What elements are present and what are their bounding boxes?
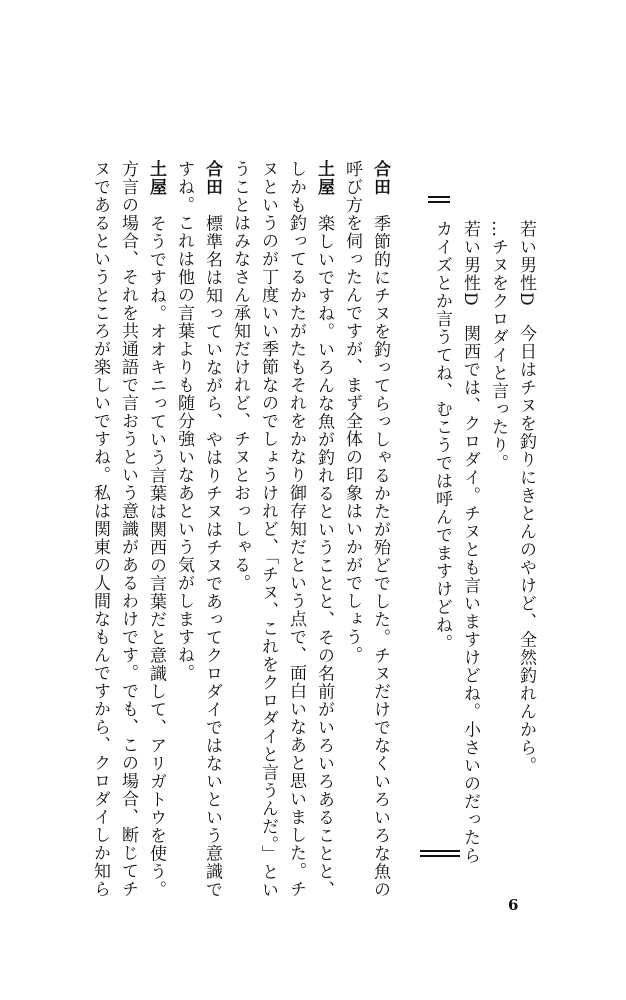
main-column-6-text: うことはみなさん承知だけれど、チヌとおっしゃる。	[230, 160, 250, 592]
main-column-2	[338, 160, 366, 664]
speaker-label: 土屋	[146, 160, 166, 196]
main-column-2-text: 呼び方を伺ったんですが、まず全体の印象はいかがでしょう。	[342, 160, 362, 664]
main-column-10	[114, 160, 142, 898]
main-column-1	[366, 160, 394, 898]
main-column-4-text: しかも釣ってるかたがたもそれをかなり御存知だという点で、面白いなあと思いました。チ	[286, 160, 306, 898]
main-column-7	[198, 160, 226, 898]
main-column-1-text: 季節的にチヌを釣ってらっしゃるかたが殆どでした。チヌだけでなくいろいろな魚の	[370, 214, 390, 899]
box-column-2	[484, 220, 512, 472]
main-column-9-text: そうですね。オオキニっていう言葉は関西の言葉だと意識して、アリガトウを使う。	[146, 214, 166, 899]
box-column-3	[456, 220, 484, 865]
box-column-2-text: …チヌをクロダイと言ったり。	[488, 220, 508, 472]
speaker-label: 合田	[370, 160, 390, 196]
box-bottom-rule	[420, 850, 460, 860]
box-column-3-text: 若い男性D 関西では、クロダイ。チヌとも言いますけどね。小さいのだったら	[460, 220, 480, 865]
main-column-8-text: すね。これは他の言葉よりも随分強いなあという気がしますね。	[174, 160, 194, 682]
main-column-3	[310, 160, 338, 898]
main-column-6	[226, 160, 254, 592]
page-number: 6	[508, 896, 519, 914]
main-column-10-text: 方言の場合、それを共通語で言おうという意識があるわけです。でも、この場合、断じてチ	[118, 160, 138, 898]
main-column-5	[254, 160, 282, 899]
box-column-1	[512, 220, 540, 775]
speaker-label: 合田	[202, 160, 222, 196]
main-column-9	[142, 160, 170, 898]
main-column-3-text: 楽しいですね。いろんな魚が釣れるということと、その名前がいろいろあることと、	[314, 214, 334, 899]
box-column-1-text: 若い男性D 今日はチヌを釣りにきとんのやけど、全然釣れんから。	[516, 220, 536, 775]
main-column-11	[86, 160, 114, 898]
main-column-7-text: 標準名は知っていながら、やはりチヌはチヌであってクロダイではないという意識で	[202, 214, 222, 899]
box-column-4	[428, 220, 456, 652]
main-column-4	[282, 160, 310, 898]
speaker-label: 土屋	[314, 160, 334, 196]
box-column-4-text: カイズとか言うてね、むこうでは呼んでますけどね。	[432, 220, 452, 652]
main-column-8	[170, 160, 198, 682]
main-column-5-text: ヌというのが丁度いい季節なのでしょうけれど、「チヌ、これをクロダイと言うんだ。」とい	[258, 160, 278, 899]
main-column-11-text: ヌであるというところが楽しいですね。私は関東の人間なもんですから、クロダイしか知ら	[90, 160, 110, 898]
box-top-rule	[428, 196, 450, 206]
